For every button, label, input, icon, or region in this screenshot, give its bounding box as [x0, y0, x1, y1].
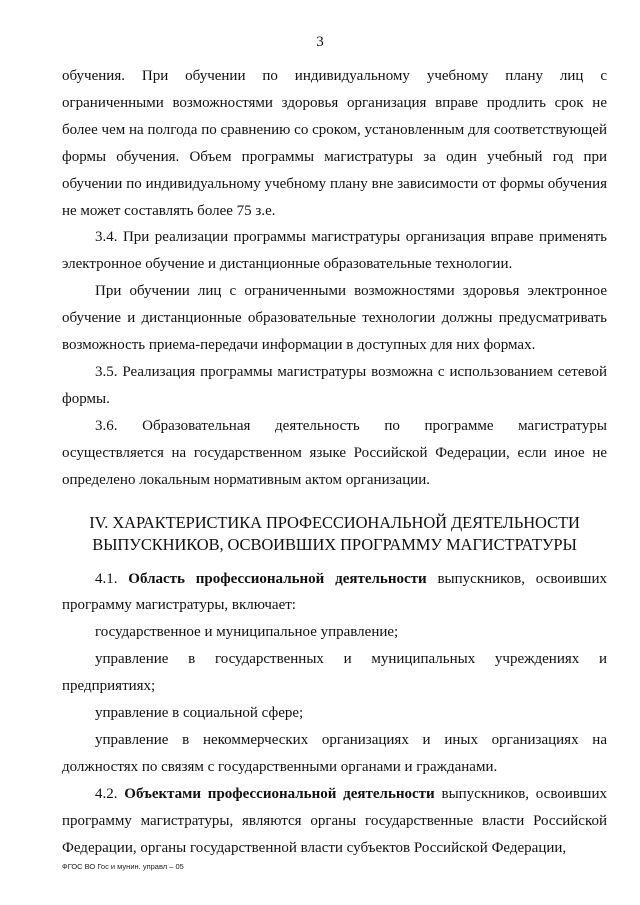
- paragraph-3-6: 3.6. Образовательная деятельность по программе магистратуры осуществляется на государственном языке Российской Федерации, если иное не определено локальным нормативным актом организации.: [62, 417, 607, 488]
- paragraph-4-2-text: выпускников, освоивших программу магистратуры, являются органы государственные власти Российской Федерации, органы государственной власти субъектов Российской Федерации,: [62, 785, 608, 856]
- paragraph-continuation: обучения. При обучении по индивидуальному учебному плану лиц с ограниченными возможностями здоровья организация вправе продлить срок не более чем на полгода по сравнению со сроком, установленным для соответствующей формы обучения. Объем программы магистратуры за один учебный год при обучении по индивидуальному учебному плану вне зависимости от формы обучения не может составлять более 75 з.е.: [62, 68, 607, 219]
- section-heading: [62, 512, 607, 556]
- paragraph-4-1: [62, 566, 607, 620]
- paragraph-4-2: [62, 781, 607, 862]
- paragraph-4-1-bold-term: Область профессиональной деятельности: [128, 570, 427, 587]
- list-item: управление в некоммерческих организациях и иных организациях на должностях по связям с государственными органами и гражданами.: [62, 731, 607, 775]
- list-item: управление в государственных и муниципальных учреждениях и предприятиях;: [62, 651, 607, 695]
- page-number: 3: [316, 34, 324, 50]
- paragraph-4-1-text: выпускников, освоивших программу магистратуры, включает:: [62, 570, 608, 614]
- document-body: [62, 63, 607, 861]
- paragraph-4-1-number: 4.1.: [95, 570, 118, 587]
- paragraph-3-5: 3.5. Реализация программы магистратуры возможна с использованием сетевой формы.: [62, 363, 607, 407]
- section-heading-line-1: IV. ХАРАКТЕРИСТИКА ПРОФЕССИОНАЛЬНОЙ ДЕЯТЕЛЬНОСТИ: [89, 512, 580, 532]
- paragraph-4-2-number: 4.2.: [95, 785, 118, 802]
- paragraph-4-2-bold-term: Объектами профессиональной деятельности: [124, 785, 435, 802]
- paragraph-3-4: 3.4. При реализации программы магистратуры организация вправе применять электронное обучение и дистанционные образовательные технологии.: [62, 229, 607, 273]
- paragraph-disabled-learners: При обучении лиц с ограниченными возможностями здоровья электронное обучение и дистанционные образовательные технологии должны предусматривать возможность приема-передачи информации в доступных для них формах.: [62, 283, 607, 354]
- list-item: управление в социальной сфере;: [95, 705, 304, 722]
- section-heading-line-2: ВЫПУСКНИКОВ, ОСВОИВШИХ ПРОГРАММУ МАГИСТРАТУРЫ: [92, 534, 577, 554]
- page-footer: ФГОС ВО Гос и мунин. управл – 05: [62, 862, 184, 871]
- list-item: государственное и муниципальное управление;: [95, 624, 399, 641]
